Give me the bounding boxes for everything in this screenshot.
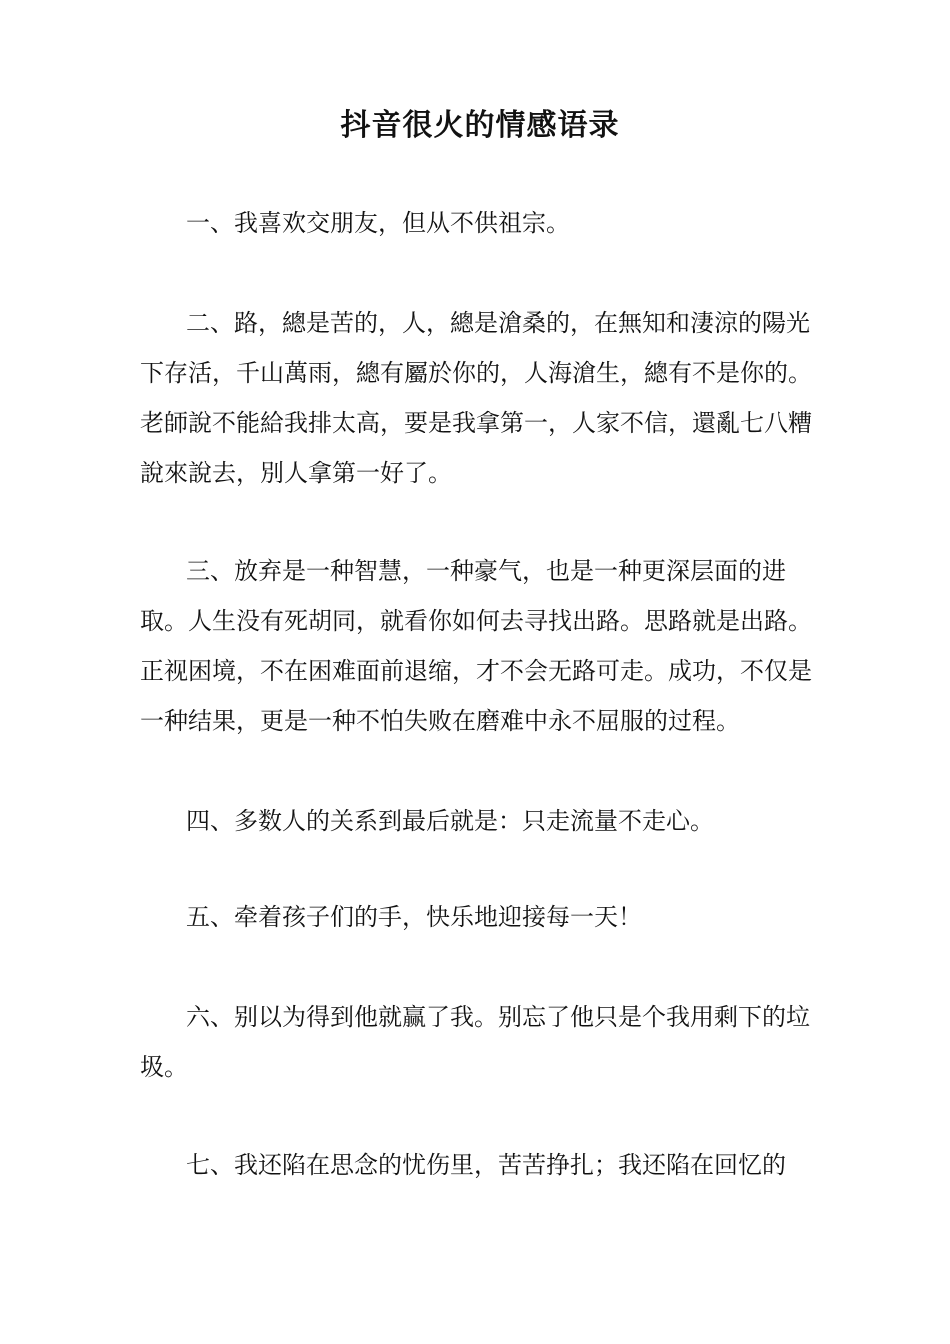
document-title: 抖音很火的情感语录 <box>340 108 620 143</box>
paragraph-1: 一、我喜欢交朋友，但从不供祖宗。 <box>186 209 570 237</box>
paragraph-3: 三、放弃是一种智慧，一种豪气，也是一种更深层面的进取。人生没有死胡同，就看你如何去寻找出路。思路就是出路。正视困境，不在困难面前退缩，才不会无路可走。成功，不仅是一种结果，更是一种不怕失败在磨难中永不屈服的过程。 <box>140 557 812 735</box>
paragraph-7: 七、我还陷在思念的忧伤里，苦苦挣扎；我还陷在回忆的 <box>186 1151 786 1179</box>
paragraph-5: 五、牵着孩子们的手，快乐地迎接每一天！ <box>186 903 642 931</box>
paragraph-4: 四、多数人的关系到最后就是：只走流量不走心。 <box>186 807 714 835</box>
paragraph-2: 二、路，總是苦的，人，總是滄桑的，在無知和淒涼的陽光下存活，千山萬雨，總有屬於你的，人海滄生，總有不是你的。老師說不能給我排太高，要是我拿第一，人家不信，還亂七八糟說來說去，別人拿第一好了。 <box>140 309 812 487</box>
paragraph-6: 六、别以为得到他就赢了我。别忘了他只是个我用剩下的垃圾。 <box>140 1003 810 1081</box>
